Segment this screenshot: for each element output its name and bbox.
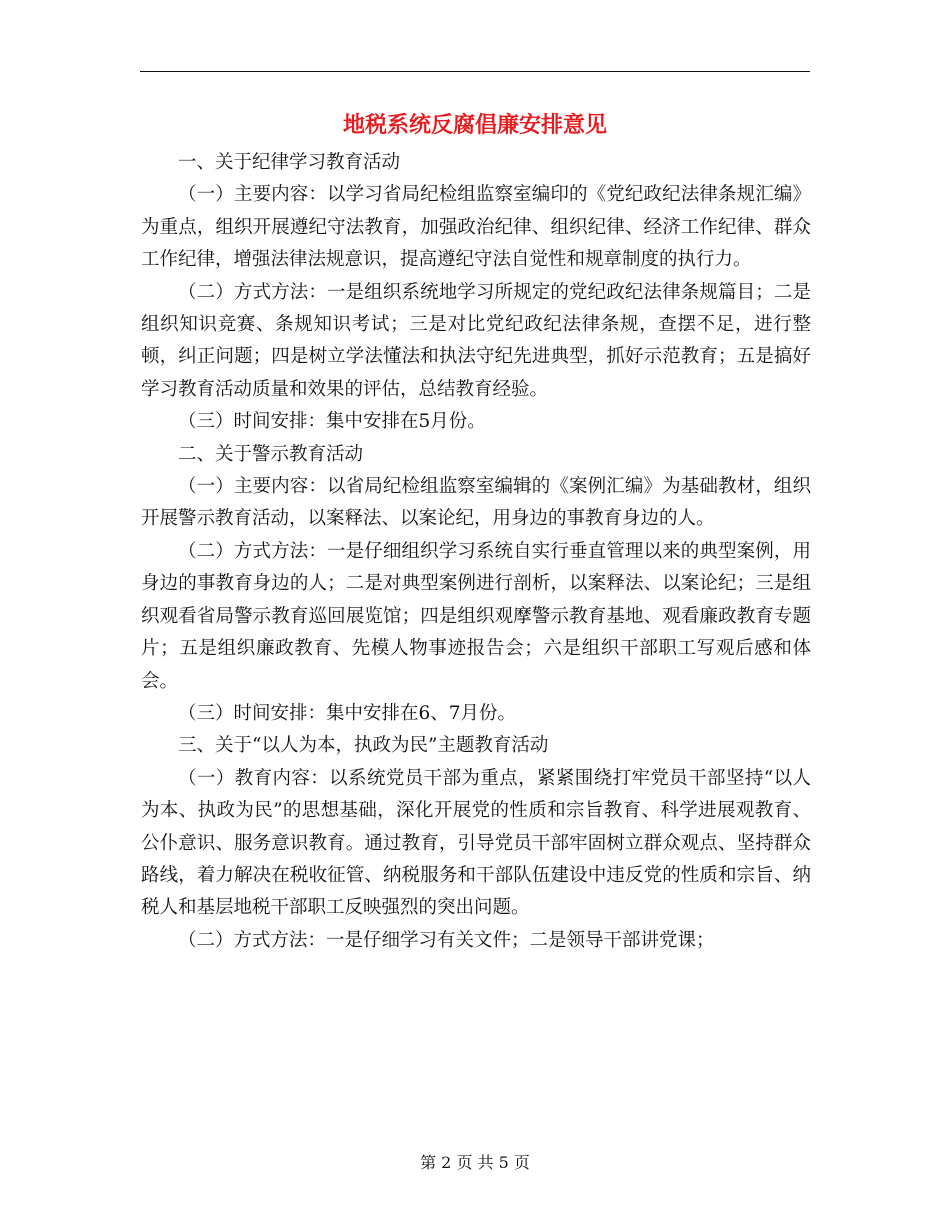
paragraph: 三、关于“以人为本，执政为民”主题教育活动 — [178, 735, 549, 757]
document-title: 地税系统反腐倡廉安排意见 — [342, 112, 607, 138]
paragraph: 一、关于纪律学习教育活动 — [178, 152, 401, 173]
header-rule — [140, 71, 810, 72]
paragraph: （三）时间安排：集中安排在5月份。 — [178, 411, 486, 433]
page-number: 第 2 页 共 5 页 — [420, 1153, 530, 1172]
paragraph: （二）方式方法：一是仔细学习有关文件；二是领导干部讲党课； — [178, 929, 715, 951]
paragraph: （二）方式方法：一是组织系统地学习所规定的党纪政纪法律条规篇目；二是组织知识竞赛、条规知识考试；三是对比党纪政纪法律条规，查摆不足，进行整顿，纠正问题；四是树立学法懂法和执法守纪先进典型，抓好示范教育；五是搞好学习教育活动质量和效果的评估，总结教育经验。 — [141, 281, 811, 400]
document-body — [141, 147, 811, 957]
paragraph: （三）时间安排：集中安排在6、7月份。 — [178, 702, 517, 724]
paragraph: 二、关于警示教育活动 — [178, 443, 364, 465]
paragraph: （二）方式方法：一是仔细组织学习系统自实行垂直管理以来的典型案例，用身边的事教育身边的人；二是对典型案例进行剖析，以案释法、以案论纪；三是组织观看省局警示教育巡回展览馆；四是组织观摩警示教育基地、观看廉政教育专题片；五是组织廉政教育、先模人物事迹报告会；六是组织干部职工写观后感和体会。 — [141, 540, 811, 692]
paragraph: （一）主要内容：以学习省局纪检组监察室编印的《党纪政纪法律条规汇编》为重点，组织开展遵纪守法教育，加强政治纪律、组织纪律、经济工作纪律、群众工作纪律，增强法律法规意识，提高遵纪守法自觉性和规章制度的执行力。 — [141, 184, 811, 271]
paragraph: （一）主要内容：以省局纪检组监察室编辑的《案例汇编》为基础教材，组织开展警示教育活动，以案释法、以案论纪，用身边的事教育身边的人。 — [141, 476, 811, 530]
paragraph: （一）教育内容：以系统党员干部为重点，紧紧围绕打牢党员干部坚持“以人为本、执政为民”的思想基础，深化开展党的性质和宗旨教育、科学进展观教育、公仆意识、服务意识教育。通过教育，引导党员干部牢固树立群众观点、坚持群众路线，着力解决在税收征管、纳税服务和干部队伍建设中违反党的性质和宗旨、纳税人和基层地税干部职工反映强烈的突出问题。 — [141, 767, 811, 919]
